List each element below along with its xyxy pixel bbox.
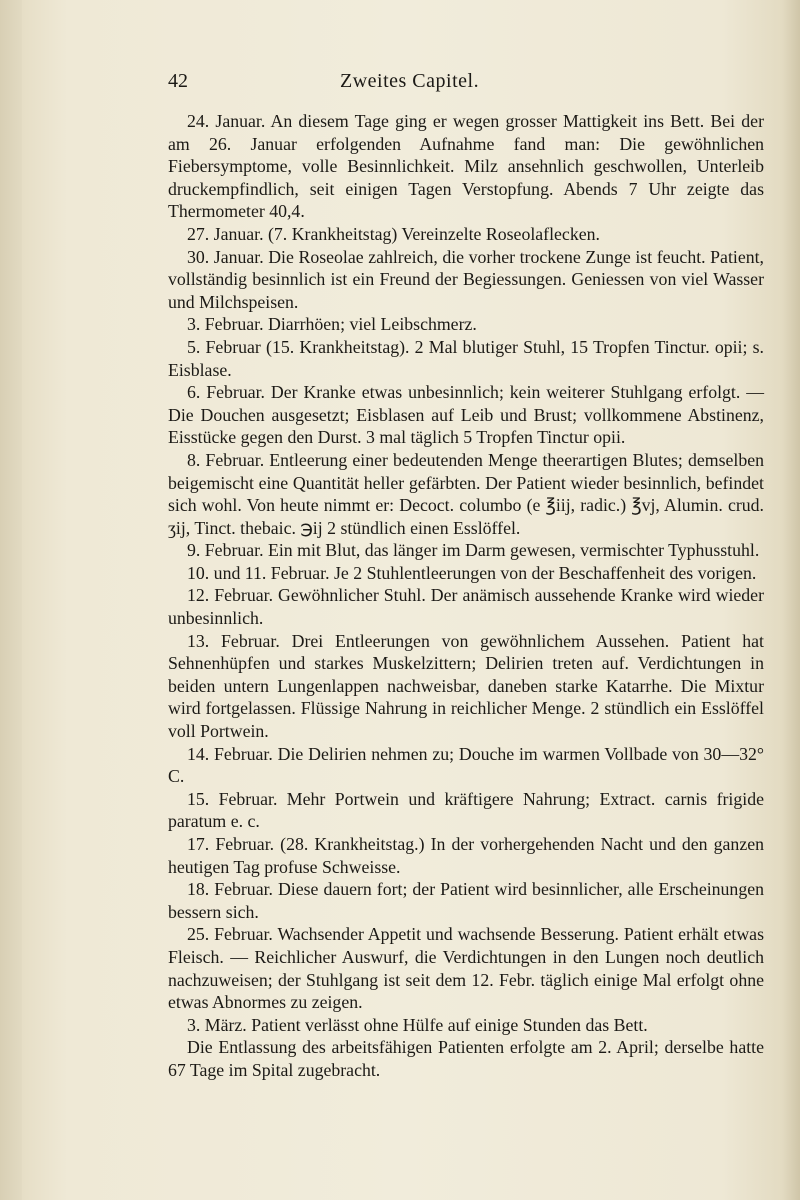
entry-12-februar: 12. Februar. Gewöhnlicher Stuhl. Der anämisch aussehende Kranke wird wieder unbesinnlich.	[168, 585, 764, 629]
running-title: Zweites Capitel.	[340, 70, 480, 92]
entry-3-maerz: 3. März. Patient verlässt ohne Hülfe auf einige Stunden das Bett.	[187, 1014, 648, 1035]
entry-9-februar: 9. Februar. Ein mit Blut, das länger im Darm gewesen, vermischter Typhusstuhl.	[187, 540, 760, 561]
entry-5-februar: 5. Februar (15. Krankheitstag). 2 Mal blutiger Stuhl, 15 Tropfen Tinctur. opii; s. Eisblase.	[168, 336, 764, 380]
entry-27-januar: 27. Januar. (7. Krankheitstag) Vereinzelte Roseolaflecken.	[187, 223, 600, 244]
body-text	[168, 110, 764, 1082]
entry-10-11-februar: 10. und 11. Februar. Je 2 Stuhlentleerungen von der Beschaffenheit des vorigen.	[187, 562, 757, 583]
page-header	[168, 70, 768, 100]
entry-17-februar: 17. Februar. (28. Krankheitstag.) In der vorhergehenden Nacht und den ganzen heutigen Tag profuse Schweisse.	[168, 834, 764, 877]
entry-6-februar: 6. Februar. Der Kranke etwas unbesinnlich; kein weiterer Stuhlgang erfolgt. — Die Douchen ausgesetzt; Eisblasen auf Leib und Brust; vollkommene Abstinenz, Eisstücke gegen den Durst. 3 mal täglich 5 Tropfen Tinctur opii.	[168, 382, 764, 448]
entry-14-februar: 14. Februar. Die Delirien nehmen zu; Douche im warmen Vollbade von 30—32° C.	[168, 743, 764, 787]
entry-25-februar: 25. Februar. Wachsender Appetit und wachsende Besserung. Patient erhält etwas Fleisch. — Reichlicher Auswurf, die Verdichtungen in den Lungen noch deutlich nachzuweisen; der Stuhlgang ist seit dem 12. Febr. täglich einige Mal erfolgt ohne etwas Abnormes zu zeigen.	[168, 924, 764, 1013]
entry-30-januar: 30. Januar. Die Roseolae zahlreich, die vorher trockene Zunge ist feucht. Patient, vollständig besinnlich ist ein Freund der Begiessungen. Geniessen von viel Wasser und Milchspeisen.	[168, 246, 764, 312]
entry-15-februar: 15. Februar. Mehr Portwein und kräftigere Nahrung; Extract. carnis frigide paratum e. c.	[168, 788, 764, 832]
entry-8-februar: 8. Februar. Entleerung einer bedeutenden Menge theerartigen Blutes; demselben beigemischt eine Quantität heller gefärbten. Der Patient wieder besinnlich, befindet sich wohl. Von heute nimmt er: Decoct. columbo (e ℥iij, radic.) ℥vj, Alumin. crud. ʒij, Tinct. thebaic. ℈ij 2 stündlich einen Esslöffel.	[168, 449, 764, 538]
page-edge-right	[782, 0, 800, 1200]
page-number: 42	[168, 70, 188, 92]
entry-18-februar: 18. Februar. Diese dauern fort; der Patient wird besinnlicher, alle Erscheinungen bessern sich.	[168, 879, 764, 922]
entry-entlassung: Die Entlassung des arbeitsfähigen Patienten erfolgte am 2. April; derselbe hatte 67 Tage im Spital zugebracht.	[168, 1037, 764, 1080]
entry-13-februar: 13. Februar. Drei Entleerungen von gewöhnlichem Aussehen. Patient hat Sehnenhüpfen und starkes Muskelzittern; Delirien treten auf. Verdichtungen in beiden untern Lungenlappen nachweisbar, daneben starke Katarrhe. Die Mixtur wird fortgelassen. Flüssige Nahrung in reichlicher Menge. 2 stündlich ein Esslöffel voll Portwein.	[168, 630, 764, 742]
entry-24-januar: 24. Januar. An diesem Tage ging er wegen grosser Mattigkeit ins Bett. Bei der am 26. Januar erfolgenden Aufnahme fand man: Die gewöhnlichen Fiebersymptome, volle Besinnlichkeit. Milz ansehnlich geschwollen, Unterleib druckempfindlich, seit einigen Tagen Verstopfung. Abends 7 Uhr zeigte das Thermometer 40,4.	[168, 111, 764, 222]
page-gutter-left	[0, 0, 22, 1200]
entry-3-februar: 3. Februar. Diarrhöen; viel Leibschmerz.	[187, 314, 477, 335]
